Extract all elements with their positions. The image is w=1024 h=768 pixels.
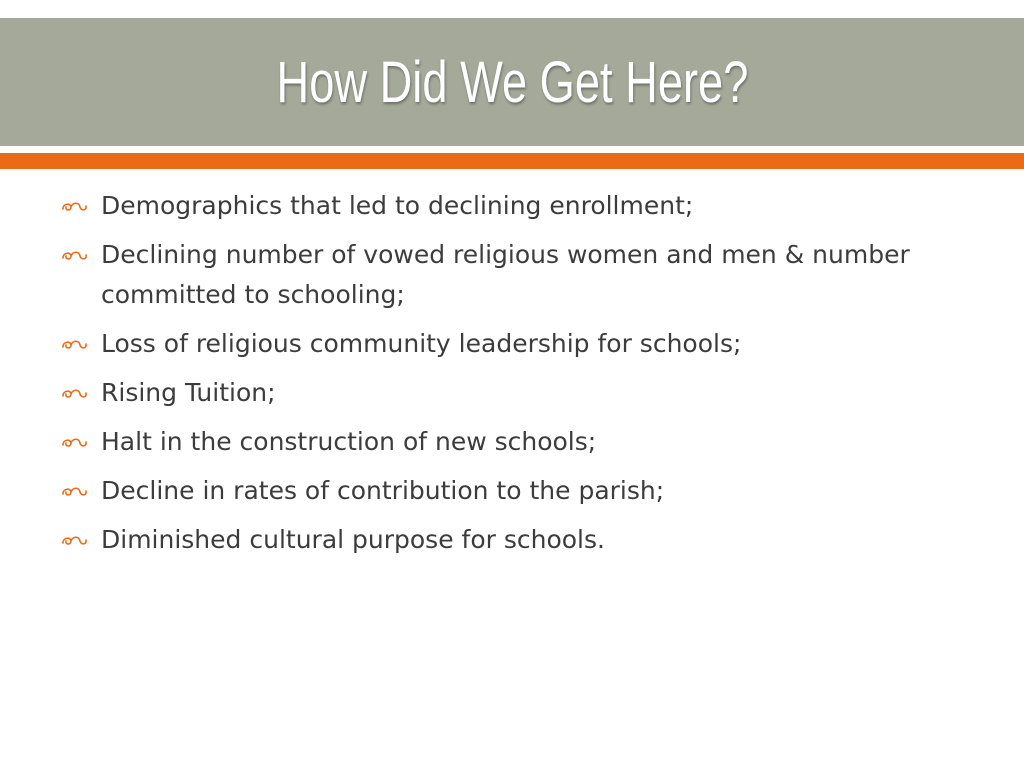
swirl-bullet-icon bbox=[60, 248, 88, 264]
bullet-item bbox=[60, 235, 960, 315]
swirl-bullet-icon bbox=[60, 484, 88, 500]
bullet-text: Demographics that led to declining enrollment; bbox=[101, 191, 694, 220]
swirl-bullet-icon bbox=[60, 337, 88, 353]
bullet-item bbox=[60, 186, 960, 226]
bullet-text: Rising Tuition; bbox=[101, 378, 276, 407]
bullet-text: Halt in the construction of new schools; bbox=[101, 427, 597, 456]
bullet-text: Decline in rates of contribution to the parish; bbox=[101, 476, 665, 505]
bullet-item bbox=[60, 520, 960, 560]
bullet-text: Diminished cultural purpose for schools. bbox=[101, 525, 605, 554]
swirl-bullet-icon bbox=[60, 386, 88, 402]
bullet-text: Declining number of vowed religious women and men & number committed to schooling; bbox=[101, 240, 910, 309]
bullet-item bbox=[60, 324, 960, 364]
slide-title: How Did We Get Here? bbox=[276, 49, 748, 115]
slide-content bbox=[60, 186, 960, 569]
swirl-bullet-icon bbox=[60, 435, 88, 451]
bullet-item bbox=[60, 471, 960, 511]
accent-bar bbox=[0, 153, 1024, 169]
bullet-text: Loss of religious community leadership for schools; bbox=[101, 329, 742, 358]
swirl-bullet-icon bbox=[60, 199, 88, 215]
bullet-item bbox=[60, 422, 960, 462]
swirl-bullet-icon bbox=[60, 533, 88, 549]
bullet-item bbox=[60, 373, 960, 413]
bullet-list bbox=[60, 186, 960, 560]
title-band bbox=[0, 18, 1024, 146]
